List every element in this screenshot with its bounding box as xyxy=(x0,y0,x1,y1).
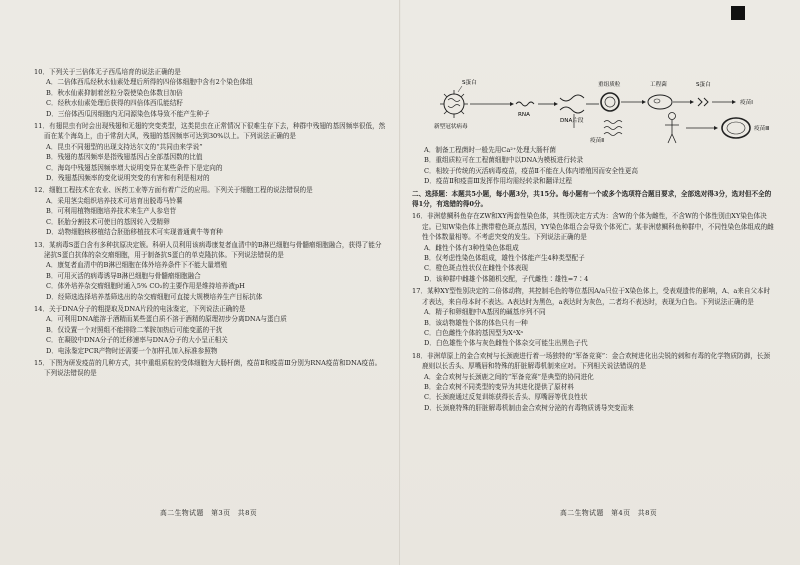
question-stem: 15．下图为研发疫苗的几种方式，其中重组质粒的受体细胞为大肠杆菌，疫苗Ⅱ和疫苗Ⅲ分别为RNA疫苗和DNA疫苗。下列说法错误的是 xyxy=(34,358,382,378)
question-18 xyxy=(412,351,774,413)
right-column xyxy=(412,145,774,413)
arrow-head xyxy=(690,100,694,104)
dna-vaccine-icon xyxy=(722,118,750,138)
bacteria-icon xyxy=(648,95,672,109)
rna-vaccine-icon xyxy=(604,121,622,136)
option-b: B．残翅的基因频率是指残翅基因占全部基因数的比值 xyxy=(46,153,203,162)
option-a: A．二倍体西瓜经秋水仙素处理后所得的四倍体细胞中含有2个染色体组 xyxy=(46,78,253,87)
option-b: B．可利用植物细胞培养技术来生产人参皂苷 xyxy=(46,207,177,216)
question-stem: 11．有翅昆虫有时会出现残翅和无翅的突变类型，这类昆虫在正常情况下很难生存下去，种群中残翅的基因频率很低，然而在某个海岛上，由于常刮大风，残翅的基因频率可达到30%以上。下列说法正确的是 xyxy=(34,122,386,141)
option-b: B．重组质粒可在工程菌细胞中以DNA为模板进行转录 xyxy=(424,156,584,165)
dna-helix xyxy=(560,95,584,113)
page-footer: 高二生物试题 第4页 共8页 xyxy=(560,509,658,517)
option-a: A．金合欢树与长颈鹿之间的“军备竞赛”是典型的协同进化 xyxy=(424,372,594,381)
vaccine-diagram-svg xyxy=(414,70,784,145)
question-stem: 14．关于DNA分子的粗提取及DNA片段的电泳鉴定，下列说法正确的是 xyxy=(34,304,246,313)
plasmid-label: 重组质粒 xyxy=(598,82,621,88)
option-c: C．经秋水仙素处理后获得的四倍体西瓜能结籽 xyxy=(46,99,183,108)
question-10 xyxy=(34,67,386,119)
option-c: C．橙色斑点性状仅在雌性个体表现 xyxy=(424,264,528,273)
question-stem: 18．非洲草原上的金合欢树与长颈鹿进行着一场独特的“军备竞赛”：金合欢树进化出尖锐的刺和有毒的化学物质防御，长颈鹿则以长舌头、厚嘴唇和特殊的肝脏解毒机制来应对。下列相关说法错误的是 xyxy=(412,351,771,371)
option-d: D．三倍体西瓜因细胞内无同源染色体导致不能产生种子 xyxy=(46,109,210,118)
question-16 xyxy=(412,211,774,284)
question-stem: 17．某种XY型性别决定的二倍体动物，其控制毛色的等位基因A/a只位于X染色体上，受表观遗传的影响，A、a来自父本时才表达，来自母本时不表达。A表达时为黑色，a表达时为灰色，二者均不表达时，表现为白色。下列说法正确的是 xyxy=(412,287,771,306)
option-d: D．残翅基因频率的变化说明突变的有害和有利是相对的 xyxy=(46,174,210,183)
dna-label: DNA片段 xyxy=(560,118,584,124)
arrow-head xyxy=(642,100,646,104)
option-c: C．在凝胶中DNA分子的迁移速率与DNA分子的大小呈正相关 xyxy=(46,336,228,345)
option-a: A．精子和卵细胞中A基因的碱基序列不同 xyxy=(424,308,546,317)
option-a: A．制备工程菌时一般先用Ca²⁺处理大肠杆菌 xyxy=(424,146,556,154)
plasmid-icon xyxy=(601,93,619,111)
question-17 xyxy=(412,286,774,348)
option-b: B．仅设置一个对照组不能排除二苯胺加热后可能变蓝的干扰 xyxy=(46,325,223,334)
bacteria-label: 工程菌 xyxy=(650,82,667,88)
rna-strand xyxy=(516,102,534,106)
arrow-head xyxy=(510,102,514,106)
rna-label: RNA xyxy=(518,112,530,118)
question-stem: 10．下列关于三倍体无子西瓜培育的说法正确的是 xyxy=(34,68,181,76)
option-d: D．疫苗Ⅱ和疫苗Ⅲ发挥作用均需经转录和翻译过程 xyxy=(424,177,573,186)
option-b: B．可用灭活的病毒诱导B淋巴细胞与骨髓瘤细胞融合 xyxy=(46,271,201,280)
question-stem: 12．细胞工程技术在农业、医药工业等方面有着广泛的应用。下列关于细胞工程的说法错误的是 xyxy=(34,186,313,195)
vaccine2-label: 疫苗Ⅱ xyxy=(590,138,604,144)
s-protein2-label: S蛋白 xyxy=(696,82,711,88)
question-11 xyxy=(34,121,386,183)
s-protein-icon xyxy=(698,98,708,106)
question-14 xyxy=(34,304,386,356)
arrow-head xyxy=(554,102,558,106)
vaccine3-label: 疫苗Ⅲ xyxy=(754,126,770,132)
option-d: D．经筛选选择培养基筛选出的杂交瘤细胞可直接大规模培养生产目标抗体 xyxy=(46,292,263,301)
s-protein-label: S蛋白 xyxy=(462,80,477,86)
option-d: D．白色雄性个体与灰色雌性个体杂交可能生出黑色子代 xyxy=(424,339,588,348)
s-protein-pointer xyxy=(458,86,462,92)
option-a: A．康复者血清中的B淋巴细胞在体外培养条件下不能大量增殖 xyxy=(46,261,228,270)
option-d: D．动物细胞核移植结合胚胎移植技术可实现普通黄牛等育种 xyxy=(46,228,223,237)
option-c: C．相较于传统的灭活病毒疫苗，疫苗Ⅱ不能在人体内增殖因而安全性更高 xyxy=(424,166,638,175)
option-a: A．雌性个体有3种性染色体组成 xyxy=(424,243,519,252)
option-c: C．长颈鹿通过反复训练获得长舌头、厚嘴唇等优良性状 xyxy=(424,393,588,402)
option-b: B．秋水仙素抑制着丝粒分裂使染色体数目加倍 xyxy=(46,88,183,97)
option-a: A．采用茎尖组织培养技术可培育出脱毒马铃薯 xyxy=(46,196,183,205)
section-2-title: 二、选择题：本题共5小题，每小题3分，共15分。每小题有一个或多个选项符合题目要求，全部选对得3分，选对但不全的得1分，有选错的得0分。 xyxy=(412,189,772,209)
vaccine1-label: 疫苗Ⅰ xyxy=(740,100,753,106)
option-a: A．可利用DNA能溶于酒精而某些蛋白质不溶于酒精的原理初步分离DNA与蛋白质 xyxy=(46,315,287,324)
question-13 xyxy=(34,240,386,302)
question-15 xyxy=(34,358,386,379)
question-stem: 16．非洲慈鲷科鱼存在ZW和XY两套性染色体，其性别决定方式为：含W的个体为雌性，不含W的个体性别由XY染色体决定。已知W染色体上携带橙色斑点基因，YY染色体组合会导致个体死亡。某非洲慈鲷科鱼种群中，不同性染色体组成的雌性个体数量相等。不考虑突变的发生。下列说法正确的是 xyxy=(412,212,774,242)
option-d: D．长颈鹿特殊的肝脏解毒机制由金合欢树分泌的有毒物质诱导突变而来 xyxy=(424,403,634,412)
question-15-options xyxy=(412,145,774,187)
option-c: C．体外培养杂交瘤细胞时通入5% CO₂的主要作用是维持培养液pH xyxy=(46,282,245,291)
option-c: C．白色雌性个体的基因型为XᴬXᵃ xyxy=(424,328,524,337)
virus-label: 新型冠状病毒 xyxy=(434,124,468,130)
option-c: C．海岛中残翅基因频率增大说明变异在某些条件下是定向的 xyxy=(46,163,223,172)
human-figure-icon xyxy=(665,113,679,144)
option-d: D．电泳鉴定PCR产物时还需要一个加样孔加入标准参照物 xyxy=(46,346,218,355)
page-4 xyxy=(400,0,800,565)
question-stem: 13．某病毒S蛋白含有多种抗原决定簇。科研人员利用该病毒康复者血清中的B淋巴细胞与骨髓瘤细胞融合，获得了能分泌抗S蛋白抗体的杂交瘤细胞，用于制备抗S蛋白的单克隆抗体。下列说法错误的是 xyxy=(34,240,382,259)
option-d: D．该种群中雌雄个体随机交配，子代雌性∶雄性=7∶4 xyxy=(424,274,589,283)
option-b: B．仅考虑性染色体组成，雄性个体能产生4种类型配子 xyxy=(424,254,585,263)
arrow-head xyxy=(714,126,718,130)
option-c: C．胚胎分割技术可使目的基因转入受精卵 xyxy=(46,217,170,226)
virus-icon xyxy=(440,90,468,118)
question-12 xyxy=(34,185,386,237)
option-a: A．昆虫不同翅型的出现支持达尔文的“共同由来学说” xyxy=(46,142,203,151)
arrow-head xyxy=(732,100,736,104)
option-b: B．该动物雄性个体的体色只有一种 xyxy=(424,318,528,327)
left-column xyxy=(34,65,386,379)
page-footer: 高二生物试题 第3页 共8页 xyxy=(160,509,258,517)
vaccine-diagram xyxy=(414,70,784,145)
option-b: B．金合欢树不同类型的变异为其进化提供了原材料 xyxy=(424,382,574,391)
